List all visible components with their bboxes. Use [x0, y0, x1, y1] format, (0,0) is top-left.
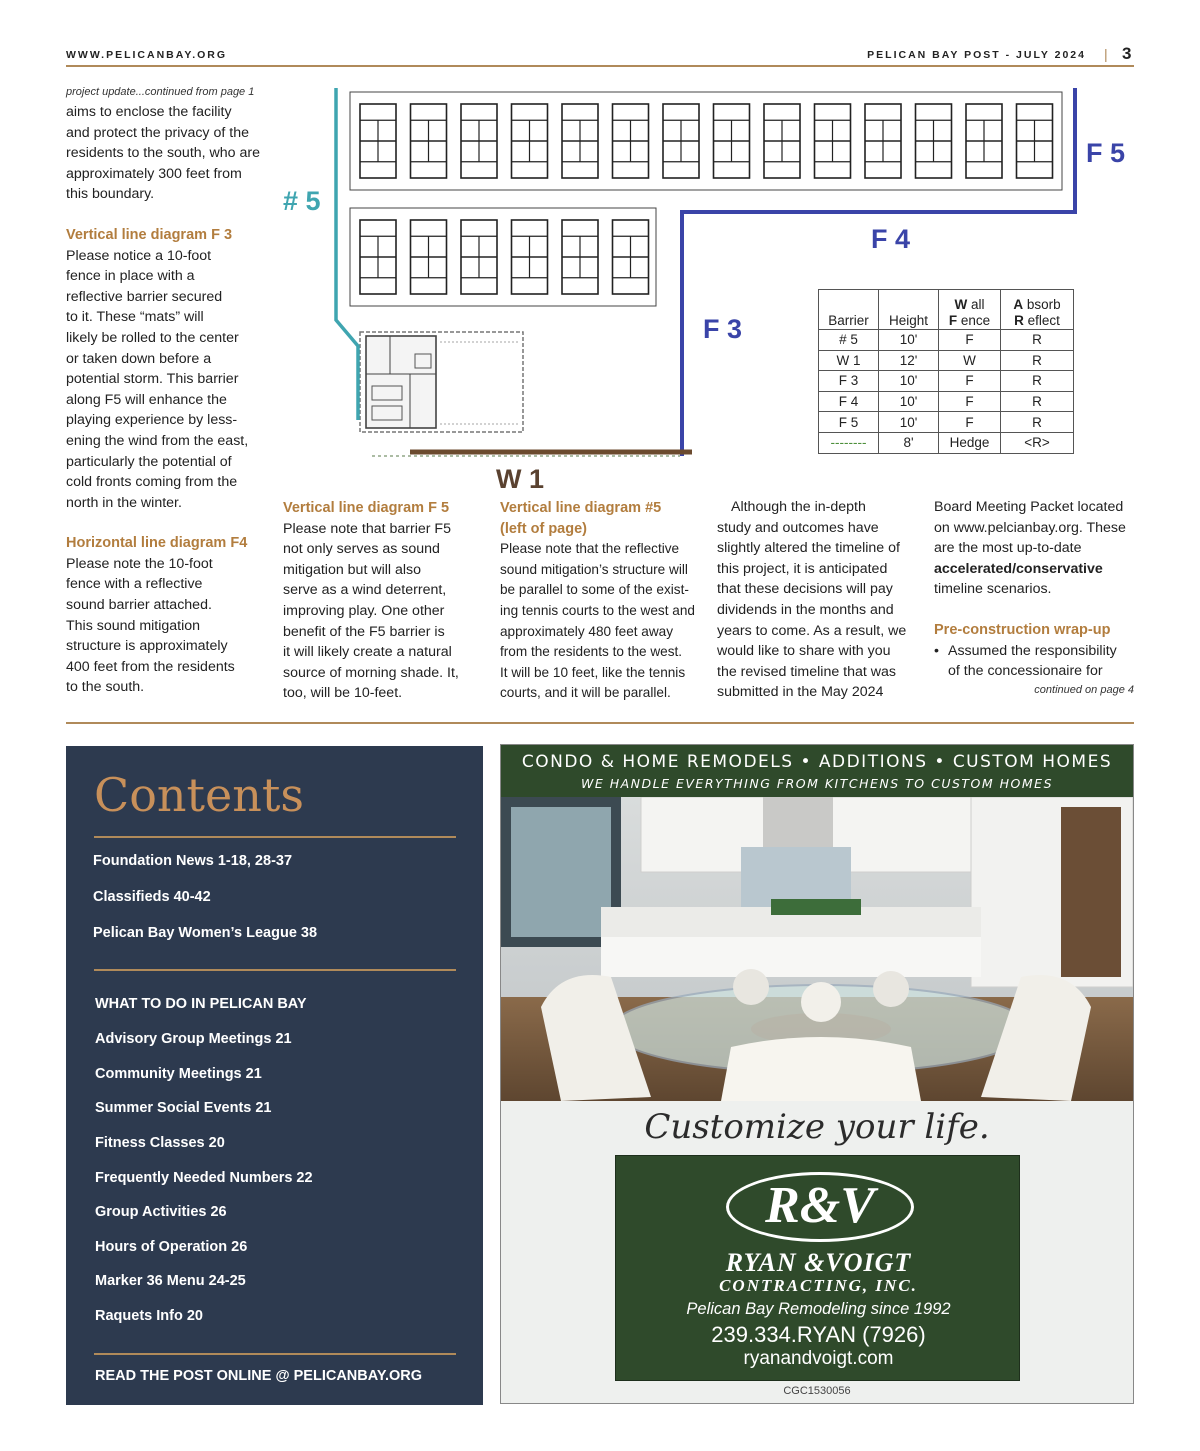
table-row: F 3 10' F R	[819, 371, 1074, 392]
text-line: source of morning shade. It,	[283, 664, 459, 681]
text-line: Please note the 10-foot	[66, 555, 213, 572]
article-column-3	[500, 498, 705, 704]
bullet-icon: •	[934, 642, 939, 659]
barrier-line-5	[336, 88, 358, 420]
label-n5: # 5	[283, 186, 321, 216]
f4-paragraph	[66, 554, 276, 698]
text-line: courts, and it will be parallel.	[500, 685, 671, 701]
company-card	[615, 1155, 1020, 1381]
article-column-5	[934, 497, 1134, 696]
text-line: sound mitigation’s structure will	[500, 561, 688, 577]
text-line: benefit of the F5 barrier is	[283, 623, 445, 640]
kitchen-photo	[501, 797, 1133, 1101]
table-row: W 1 12' W R	[819, 350, 1074, 371]
text-line: along F5 will enhance the	[66, 391, 227, 408]
ad-banner-subline: WE HANDLE EVERYTHING FROM KITCHENS TO CUSTOM HOMES	[580, 776, 1053, 791]
ad-banner-headline: CONDO & HOME REMODELS • ADDITIONS • CUSTOM HOMES	[521, 752, 1113, 772]
read-online-link[interactable]: READ THE POST ONLINE @ PELICANBAY.ORG	[95, 1368, 423, 1384]
text-line: fence with a reflective	[66, 576, 203, 593]
company-website[interactable]: ryanandvoigt.com	[743, 1348, 894, 1369]
header-rule	[66, 65, 1134, 67]
text-line: ening the wind from the east,	[66, 432, 249, 449]
tennis-courts-top-row	[350, 92, 1062, 190]
text-line: structure is approximately	[66, 638, 228, 655]
text-line: residents to the south, who are	[66, 145, 261, 162]
barrier-table	[818, 289, 1074, 454]
contents-rule	[94, 1353, 456, 1355]
text-line: or taken down before a	[66, 350, 212, 367]
text-line: Please note that barrier F5	[283, 520, 451, 537]
text-line: this project, it is anticipated	[717, 560, 888, 577]
f5-paragraph	[283, 519, 483, 704]
text-line: study and outcomes have	[717, 519, 879, 536]
text-line: on www.pelcianbay.org. These	[934, 519, 1126, 536]
text-line: and protect the privacy of the	[66, 124, 249, 141]
text-line: dividends in the months and	[717, 601, 894, 618]
text-line: serve as a wind deterrent,	[283, 582, 447, 599]
header-separator: |	[1104, 46, 1108, 62]
n5-subheading: (left of page)	[500, 520, 587, 537]
article-column-2	[283, 498, 483, 704]
tennis-courts-bottom-row	[350, 208, 656, 306]
page-number: 3	[1122, 44, 1132, 63]
company-since: Pelican Bay Remodeling since 1992	[686, 1300, 951, 1318]
court-enclosure	[350, 92, 1062, 190]
section-rule	[66, 722, 1134, 724]
contents-item[interactable]: Group Activities 26	[95, 1204, 227, 1220]
contents-item[interactable]: Advisory Group Meetings 21	[95, 1031, 292, 1047]
wrap-up-list	[934, 641, 1134, 682]
text-line: It will be 10 feet, like the tennis	[500, 664, 686, 680]
contents-item[interactable]: Hours of Operation 26	[95, 1239, 248, 1255]
text-line: to the south.	[66, 679, 145, 696]
text-line: improving play. One other	[283, 602, 445, 619]
text-line: ing tennis courts to the west and	[500, 602, 695, 618]
text-line: cold fronts coming from the	[66, 474, 238, 491]
table-row: # 5 10' F R	[819, 330, 1074, 351]
text-line: not only serves as sound	[283, 541, 440, 558]
text-line: likely be rolled to the center	[66, 329, 239, 346]
text-line: north in the winter.	[66, 494, 182, 511]
text-line: potential storm. This barrier	[66, 371, 239, 388]
text-line: This sound mitigation	[66, 617, 201, 634]
header-website: WWW.PELICANBAY.ORG	[66, 49, 228, 61]
text-line: years to come. As a result, we	[717, 622, 907, 639]
f5-heading: Vertical line diagram F 5	[283, 500, 450, 516]
contents-item[interactable]: Summer Social Events 21	[95, 1100, 272, 1116]
contents-item[interactable]: Raquets Info 20	[95, 1308, 203, 1324]
article-column-1	[66, 86, 276, 698]
header-barrier: Barrier	[819, 290, 879, 330]
contents-item[interactable]: Classifieds 40-42	[93, 889, 211, 905]
header-publication: PELICAN BAY POST - JULY 2024	[867, 49, 1086, 61]
text-line: particularly the potential of	[66, 453, 232, 470]
barrier-table-header	[819, 290, 1074, 330]
contents-item[interactable]: Marker 36 Menu 24-25	[95, 1273, 246, 1289]
text-line: it will likely create a natural	[283, 644, 452, 661]
clubhouse-building	[360, 332, 523, 432]
table-row: F 4 10' F R	[819, 391, 1074, 412]
text-line: would like to share with you	[717, 643, 891, 660]
company-subname: CONTRACTING, INC.	[719, 1276, 918, 1295]
contents-section-heading: WHAT TO DO IN PELICAN BAY	[95, 996, 307, 1012]
ryan-voigt-advertisement[interactable]	[500, 744, 1134, 1404]
contents-item[interactable]: Foundation News 1-18, 28-37	[93, 853, 293, 869]
text-line: to it. These “mats” will	[66, 309, 204, 326]
text-line: Please notice a 10-foot	[66, 247, 212, 264]
header-height: Height	[879, 290, 939, 330]
text-line: timeline scenarios.	[934, 581, 1052, 598]
contents-item[interactable]: Community Meetings 21	[95, 1066, 262, 1082]
contents-rule	[94, 969, 456, 971]
timeline-paragraph	[717, 497, 922, 703]
text-line: from the residents to the west.	[500, 644, 683, 660]
board-packet-paragraph	[934, 497, 1134, 600]
contents-rule	[94, 836, 456, 838]
header-wall-fence: W all F ence	[939, 290, 1001, 330]
text-line: are the most up-to-date	[934, 540, 1082, 557]
text-line: Board Meeting Packet located	[934, 499, 1124, 515]
f4-heading: Horizontal line diagram F4	[66, 535, 248, 552]
f3-heading: Vertical line diagram F 3	[66, 226, 233, 243]
company-name: RYAN &VOIGT	[725, 1248, 912, 1277]
text-line: this boundary.	[66, 186, 155, 203]
text-line: approximately 480 feet away	[500, 623, 674, 639]
article-column-4	[717, 497, 922, 703]
company-phone[interactable]: 239.334.RYAN (7926)	[711, 1322, 926, 1347]
label-w1: W 1	[496, 464, 545, 494]
header-absorb-reflect: A bsorb R eflect	[1001, 290, 1074, 330]
n5-paragraph	[500, 539, 705, 704]
text-line: accelerated/conservative	[934, 560, 1103, 577]
text-line: playing experience by less-	[66, 412, 238, 429]
text-line: approximately 300 feet from	[66, 165, 242, 182]
text-line: Although the in-depth	[731, 499, 866, 515]
intro-paragraph	[66, 102, 276, 205]
contents-title: Contents	[94, 768, 304, 822]
text-line: Please note that the reflective	[500, 541, 680, 557]
text-line: sound barrier attached.	[66, 597, 212, 614]
text-line: Assumed the responsibility	[948, 642, 1117, 659]
contents-item[interactable]: Fitness Classes 20	[95, 1135, 225, 1151]
ad-tagline: Customize your life.	[644, 1107, 990, 1147]
list-item	[934, 641, 1134, 682]
continued-on-note: continued on page 4	[1034, 683, 1134, 696]
table-row: F 5 10' F R	[819, 412, 1074, 433]
continued-from-note: project update...continued from page 1	[66, 86, 255, 98]
label-f3: F 3	[703, 314, 743, 344]
barrier-site-diagram	[280, 84, 1140, 498]
table-row: -------- 8' Hedge <R>	[819, 432, 1074, 453]
text-line: submitted in the May 2024	[717, 684, 884, 701]
f3-paragraph	[66, 246, 276, 514]
text-line: fence in place with a	[66, 268, 195, 285]
label-f4: F 4	[871, 224, 911, 254]
text-line: that these decisions will pay	[717, 581, 893, 598]
contents-item[interactable]: Frequently Needed Numbers 22	[95, 1170, 313, 1186]
text-line: aims to enclose the facility	[66, 104, 232, 120]
text-line: reflective barrier secured	[66, 288, 223, 305]
license-number: CGC1530056	[783, 1385, 851, 1397]
text-line: mitigation but will also	[283, 561, 421, 578]
text-line: 400 feet from the residents	[66, 658, 235, 675]
company-logo: R&V	[765, 1177, 875, 1234]
label-f5: F 5	[1086, 138, 1126, 168]
n5-heading: Vertical line diagram #5	[500, 500, 662, 516]
text-line: of the concessionaire for	[948, 663, 1103, 680]
text-line: be parallel to some of the exist-	[500, 582, 689, 598]
wrap-up-heading: Pre-construction wrap-up	[934, 621, 1111, 638]
text-line: slightly altered the timeline of	[717, 540, 900, 557]
text-line: too, will be 10-feet.	[283, 685, 403, 702]
contents-item[interactable]: Pelican Bay Women’s League 38	[93, 925, 318, 941]
text-line: the revised timeline that was	[717, 663, 897, 680]
